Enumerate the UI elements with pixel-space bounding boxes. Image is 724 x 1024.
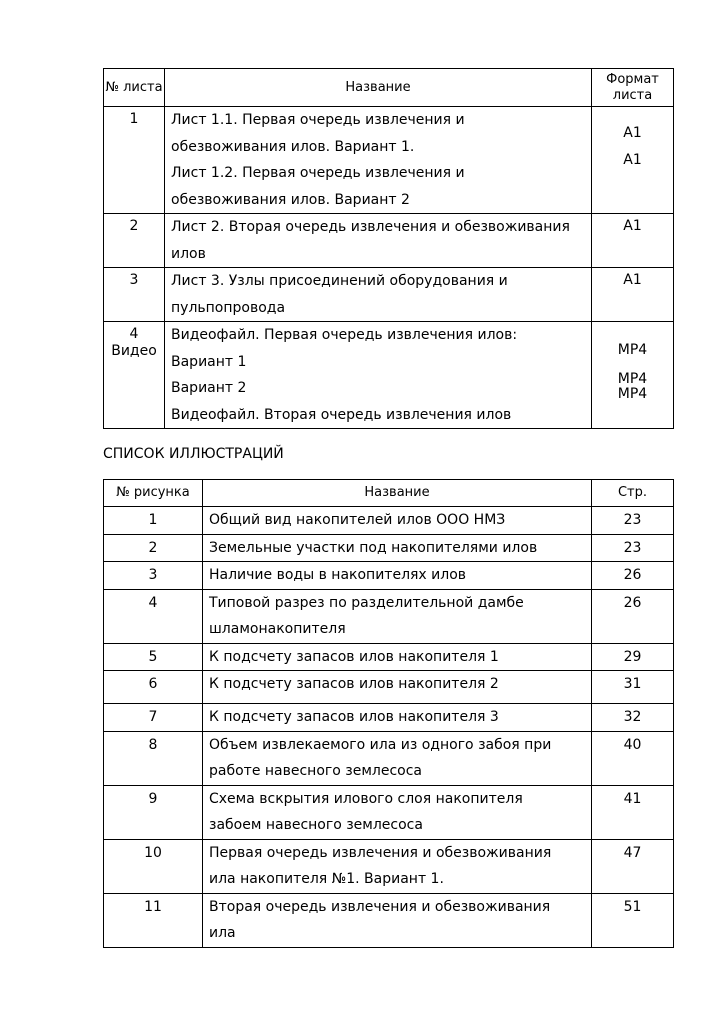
sheet-format <box>592 214 674 268</box>
figure-name <box>203 562 592 590</box>
format-value: MP4 <box>617 371 648 387</box>
figure-page: 23 <box>592 534 674 562</box>
name-line: Общий вид накопителей илов ООО НМЗ <box>209 512 506 528</box>
figure-page: 23 <box>592 507 674 535</box>
name-line: Видеофайл. Вторая очередь извлечения илов <box>171 406 512 423</box>
name-line: обезвоживания илов. Вариант 1. <box>171 138 415 155</box>
table-row <box>104 671 674 704</box>
sheet-name <box>165 268 592 322</box>
sheet-number-value: 4 <box>129 326 139 342</box>
format-value: А1 <box>623 152 642 168</box>
sheet-number-sub: Видео <box>111 343 157 359</box>
name-line: Земельные участки под накопителями илов <box>209 539 538 556</box>
table-row <box>104 785 674 839</box>
figure-name <box>203 589 592 643</box>
name-line: ила накопителя №1. Вариант 1. <box>209 871 444 887</box>
illustrations-header-row <box>104 480 674 507</box>
name-line: Схема вскрытия илового слоя накопителя <box>209 790 523 807</box>
format-value: А1 <box>623 125 642 141</box>
table-row <box>104 534 674 562</box>
sheet-number: 1 <box>104 107 165 214</box>
header-name: Название <box>165 69 592 107</box>
name-line: Лист 1.2. Первая очередь извлечения и <box>171 165 465 181</box>
format-value: MP4 <box>617 386 648 402</box>
figure-number: 8 <box>104 731 203 785</box>
sheet-number: 3 <box>104 268 165 322</box>
name-line: Первая очередь извлечения и обезвоживания <box>209 844 552 861</box>
table-row <box>104 731 674 785</box>
table-row <box>104 562 674 590</box>
name-line: Вариант 2 <box>171 380 247 396</box>
name-line: Лист 3. Узлы присоединений оборудования и <box>171 273 508 289</box>
figure-name <box>203 534 592 562</box>
illustrations-heading: СПИСОК ИЛЛЮСТРАЦИЙ <box>103 446 284 462</box>
figure-name <box>203 643 592 671</box>
name-line: Наличие воды в накопителях илов <box>209 567 467 583</box>
sheet-format <box>592 268 674 322</box>
name-line: Объем извлекаемого ила из одного забоя при <box>209 736 552 753</box>
sheet-number: 2 <box>104 214 165 268</box>
table-row <box>104 704 674 732</box>
figure-number: 1 <box>104 507 203 535</box>
table-row <box>104 643 674 671</box>
figure-number: 10 <box>104 839 203 893</box>
figure-page: 29 <box>592 643 674 671</box>
name-line: Лист 2. Вторая очередь извлечения и обезвоживания <box>171 219 570 235</box>
table-row <box>104 214 674 268</box>
name-line: Лист 1.1. Первая очередь извлечения и <box>171 112 465 128</box>
name-line: Типовой разрез по разделительной дамбе <box>209 594 524 611</box>
table-row <box>104 589 674 643</box>
header-page: Стр. <box>592 480 674 507</box>
figure-number: 9 <box>104 785 203 839</box>
name-line: илов <box>171 245 206 262</box>
table-row <box>104 507 674 535</box>
name-line: обезвоживания илов. Вариант 2 <box>171 191 410 208</box>
name-line: Видеофайл. Первая очередь извлечения илов: <box>171 327 518 343</box>
figure-page: 32 <box>592 704 674 732</box>
name-line: Вторая очередь извлечения и обезвоживания <box>209 898 551 915</box>
header-format: Формат листа <box>592 69 674 107</box>
name-line: К подсчету запасов илов накопителя 3 <box>209 709 499 725</box>
sheets-table <box>103 68 674 429</box>
name-line: ила <box>209 925 236 941</box>
format-value: А1 <box>623 272 642 288</box>
table-row <box>104 322 674 429</box>
sheet-name <box>165 107 592 214</box>
format-value: А1 <box>623 218 642 234</box>
name-line: К подсчету запасов илов накопителя 2 <box>209 676 499 692</box>
name-line: пульпопровода <box>171 299 286 316</box>
header-name: Название <box>203 480 592 507</box>
name-line: К подсчету запасов илов накопителя 1 <box>209 648 499 665</box>
figure-page: 26 <box>592 589 674 643</box>
header-sheet-number: № листа <box>104 69 165 107</box>
figure-name <box>203 704 592 732</box>
figure-page: 47 <box>592 839 674 893</box>
figure-name <box>203 507 592 535</box>
sheet-format <box>592 322 674 429</box>
figure-page: 41 <box>592 785 674 839</box>
figure-number: 7 <box>104 704 203 732</box>
figure-name <box>203 893 592 947</box>
table-row <box>104 893 674 947</box>
figure-name <box>203 731 592 785</box>
name-line: работе навесного землесоса <box>209 763 422 779</box>
format-value: MP4 <box>617 342 648 358</box>
figure-page: 26 <box>592 562 674 590</box>
figure-page: 31 <box>592 671 674 704</box>
figure-number: 6 <box>104 671 203 704</box>
figure-number: 4 <box>104 589 203 643</box>
sheets-header-row <box>104 69 674 107</box>
sheet-name <box>165 322 592 429</box>
figure-page: 51 <box>592 893 674 947</box>
name-line: забоем навесного землесоса <box>209 817 423 833</box>
name-line: Вариант 1 <box>171 353 247 370</box>
table-row <box>104 107 674 214</box>
figure-name <box>203 671 592 704</box>
figure-name <box>203 839 592 893</box>
figure-number: 11 <box>104 893 203 947</box>
header-figure-number: № рисунка <box>104 480 203 507</box>
sheet-number <box>104 322 165 429</box>
figure-number: 2 <box>104 534 203 562</box>
table-row <box>104 839 674 893</box>
figure-name <box>203 785 592 839</box>
illustrations-table <box>103 479 674 948</box>
table-row <box>104 268 674 322</box>
name-line: шламонакопителя <box>209 621 346 637</box>
sheet-format <box>592 107 674 214</box>
figure-page: 40 <box>592 731 674 785</box>
sheet-name <box>165 214 592 268</box>
figure-number: 3 <box>104 562 203 590</box>
figure-number: 5 <box>104 643 203 671</box>
